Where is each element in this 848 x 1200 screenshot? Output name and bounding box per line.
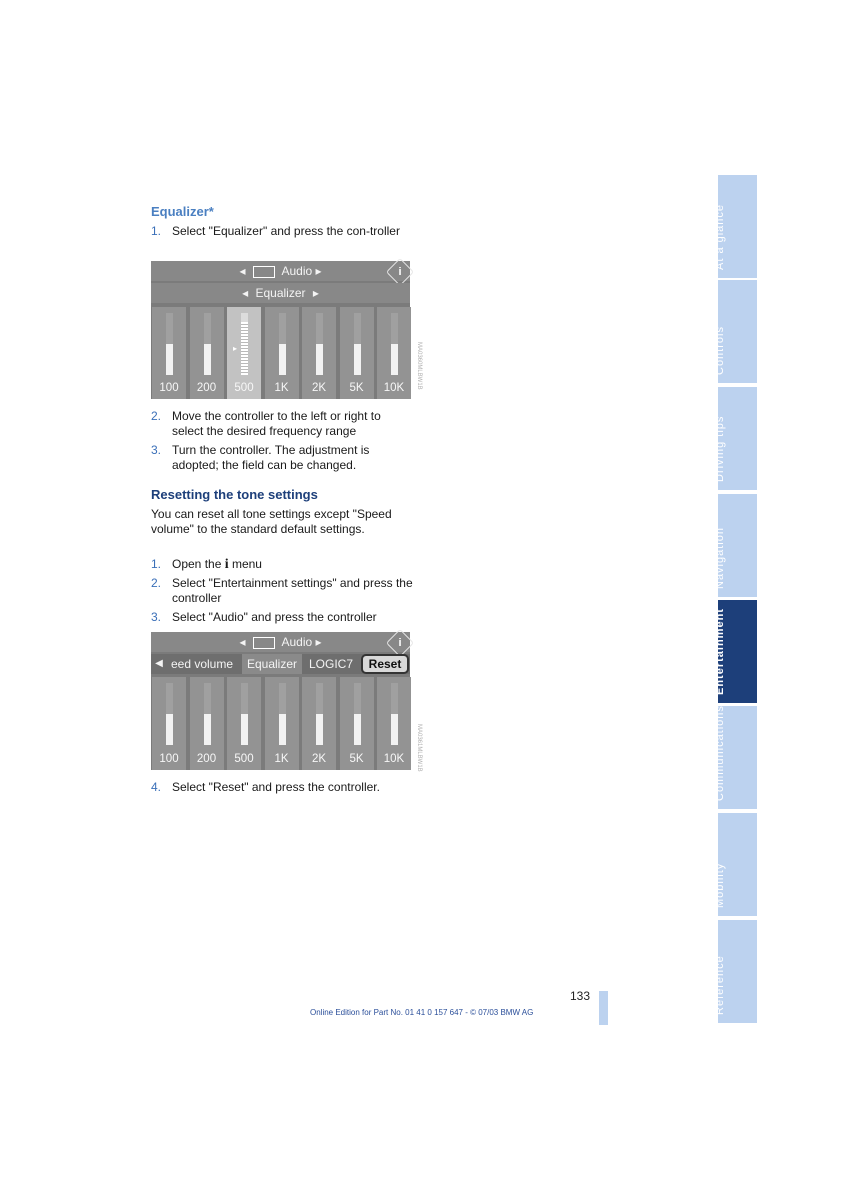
- intro-text: You can reset all tone settings except "Speed volume" to the standard default settings.: [151, 507, 392, 536]
- audio-title: Audio: [281, 635, 313, 649]
- step-text: Select "Equalizer" and press the con-troller: [172, 224, 400, 238]
- band-label: 10K: [383, 753, 405, 765]
- band-slider-track: [241, 313, 248, 375]
- tab-label: Reference: [714, 955, 726, 1015]
- band-slider-fill: [241, 322, 248, 375]
- step-1: [151, 224, 413, 254]
- band-slider-fill: [279, 344, 286, 375]
- band-500[interactable]: [227, 307, 261, 399]
- tab-label: Controls: [714, 326, 726, 375]
- band-slider-fill: [166, 714, 173, 745]
- band-label: 5K: [349, 382, 364, 394]
- band-label: 1K: [274, 382, 289, 394]
- band-label: 2K: [311, 753, 327, 765]
- section-title-reset: Resetting the tone settings: [151, 487, 318, 502]
- band-slider-fill: [316, 714, 323, 745]
- step-text: Move the controller to the left or right to select the desired frequency range: [172, 409, 381, 438]
- info-icon: i: [398, 637, 402, 649]
- audio-icon: [253, 637, 275, 649]
- band-slider-fill: [204, 714, 211, 745]
- band-slider-track: [279, 683, 286, 745]
- tab-label: Communications: [714, 705, 726, 801]
- step-2-reset: [151, 576, 413, 606]
- audio-title-bar: [151, 261, 410, 281]
- left-arrow-icon[interactable]: ◀: [155, 658, 163, 669]
- step-text-pre: Open the: [172, 557, 222, 571]
- band-5k[interactable]: [340, 677, 374, 770]
- left-arrow-icon[interactable]: ◂: [239, 635, 246, 649]
- band-1k[interactable]: [265, 307, 299, 399]
- band-label: 500: [234, 382, 254, 394]
- step-text: Turn the controller. The adjustment is adopted; the field can be changed.: [172, 443, 370, 472]
- tab-label: Driving tips: [714, 415, 726, 482]
- right-arrow-icon[interactable]: ▸: [312, 286, 319, 300]
- band-slider-track: [279, 313, 286, 375]
- audio-title-bar: [151, 632, 410, 652]
- equalizer-screen: [151, 261, 410, 399]
- band-slider-track: [316, 313, 323, 375]
- option-speed-volume[interactable]: eed volume: [170, 657, 234, 671]
- step-number: 3.: [151, 443, 162, 457]
- band-slider-fill: [241, 714, 248, 745]
- info-menu-icon: i: [224, 557, 229, 572]
- band-label: 5K: [349, 753, 364, 765]
- tab-label: Entertainment: [714, 608, 726, 695]
- step-number: 1.: [151, 224, 162, 238]
- right-arrow-icon[interactable]: ▸: [315, 264, 322, 278]
- step-number: 2.: [151, 576, 162, 590]
- page-number: 133: [570, 989, 591, 1003]
- band-label: 200: [196, 382, 217, 394]
- step-3-reset: [151, 610, 413, 625]
- audio-reset-screen: [151, 632, 410, 770]
- step-text: Select "Audio" and press the controller: [172, 610, 377, 624]
- band-slider-track: [204, 313, 211, 375]
- band-10k[interactable]: [377, 677, 411, 770]
- step-4-reset: [151, 780, 413, 795]
- band-2k[interactable]: [302, 677, 336, 770]
- band-slider-fill: [391, 714, 398, 745]
- band-label: 100: [159, 753, 179, 765]
- band-slider-track: [391, 683, 398, 745]
- step-1-reset: [151, 557, 413, 572]
- footer-text: Online Edition for Part No. 01 41 0 157 647 - © 07/03 BMW AG: [310, 1008, 534, 1017]
- right-arrow-icon[interactable]: ▸: [315, 635, 322, 649]
- band-100[interactable]: [152, 307, 186, 399]
- audio-icon: [253, 266, 275, 278]
- band-label: 1K: [274, 753, 289, 765]
- band-label: 100: [159, 382, 179, 394]
- band-10k[interactable]: [377, 307, 411, 399]
- band-slider-track: [241, 683, 248, 745]
- band-slider-track: [354, 683, 361, 745]
- tab-label: Mobility: [714, 862, 726, 908]
- step-number: 1.: [151, 557, 162, 571]
- section-title-equalizer: Equalizer*: [151, 204, 214, 219]
- equalizer-sub-bar[interactable]: [151, 283, 410, 303]
- band-slider-track: [354, 313, 361, 375]
- step-3: [151, 443, 413, 473]
- band-slider-fill: [204, 344, 211, 375]
- band-slider-track: [166, 313, 173, 375]
- band-200[interactable]: [190, 307, 224, 399]
- band-slider-fill: [279, 714, 286, 745]
- image-code: MA0360MLBW1B: [416, 342, 422, 390]
- band-label: 500: [234, 753, 254, 765]
- band-label: 2K: [311, 382, 327, 394]
- audio-title: Audio: [281, 264, 313, 278]
- tab-reference[interactable]: [714, 920, 757, 1023]
- band-slider-track: [391, 313, 398, 375]
- reset-button[interactable]: Reset: [361, 654, 409, 674]
- band-100[interactable]: [152, 677, 186, 770]
- info-icon: i: [398, 266, 402, 278]
- band-slider-track: [204, 683, 211, 745]
- step-text: Select "Reset" and press the controller.: [172, 780, 380, 794]
- band-slider-track: [316, 683, 323, 745]
- tab-label: Navigation: [714, 527, 726, 589]
- image-code: MA0361MLBW1B: [416, 724, 422, 772]
- step-number: 4.: [151, 780, 162, 794]
- band-slider-fill: [316, 344, 323, 375]
- step-text: Select "Entertainment settings" and press the controller: [172, 576, 413, 605]
- step-number: 3.: [151, 610, 162, 624]
- step-text-post: menu: [231, 557, 262, 571]
- page-marker: [599, 991, 608, 1025]
- option-equalizer[interactable]: Equalizer: [242, 654, 302, 674]
- band-label: 200: [196, 753, 217, 765]
- step-number: 2.: [151, 409, 162, 423]
- band-1k[interactable]: [265, 677, 299, 770]
- band-slider-fill: [166, 344, 173, 375]
- option-logic7[interactable]: LOGIC7: [308, 657, 353, 671]
- left-arrow-icon[interactable]: ◂: [242, 286, 249, 300]
- band-slider-track: [166, 683, 173, 745]
- band-5k[interactable]: [340, 307, 374, 399]
- band-slider-fill: [354, 714, 361, 745]
- options-bar: [151, 654, 410, 674]
- band-label: 10K: [383, 382, 405, 394]
- band-marker-icon: ▸: [233, 344, 238, 354]
- step-text: [172, 557, 413, 572]
- band-200[interactable]: [190, 677, 224, 770]
- band-slider-fill: [391, 344, 398, 375]
- left-arrow-icon[interactable]: ◂: [239, 264, 246, 278]
- band-2k[interactable]: [302, 307, 336, 399]
- band-slider-fill: [354, 344, 361, 375]
- band-500[interactable]: [227, 677, 261, 770]
- equalizer-title: Equalizer: [255, 286, 306, 300]
- tab-label: At a glance: [714, 203, 726, 270]
- step-2: [151, 409, 413, 439]
